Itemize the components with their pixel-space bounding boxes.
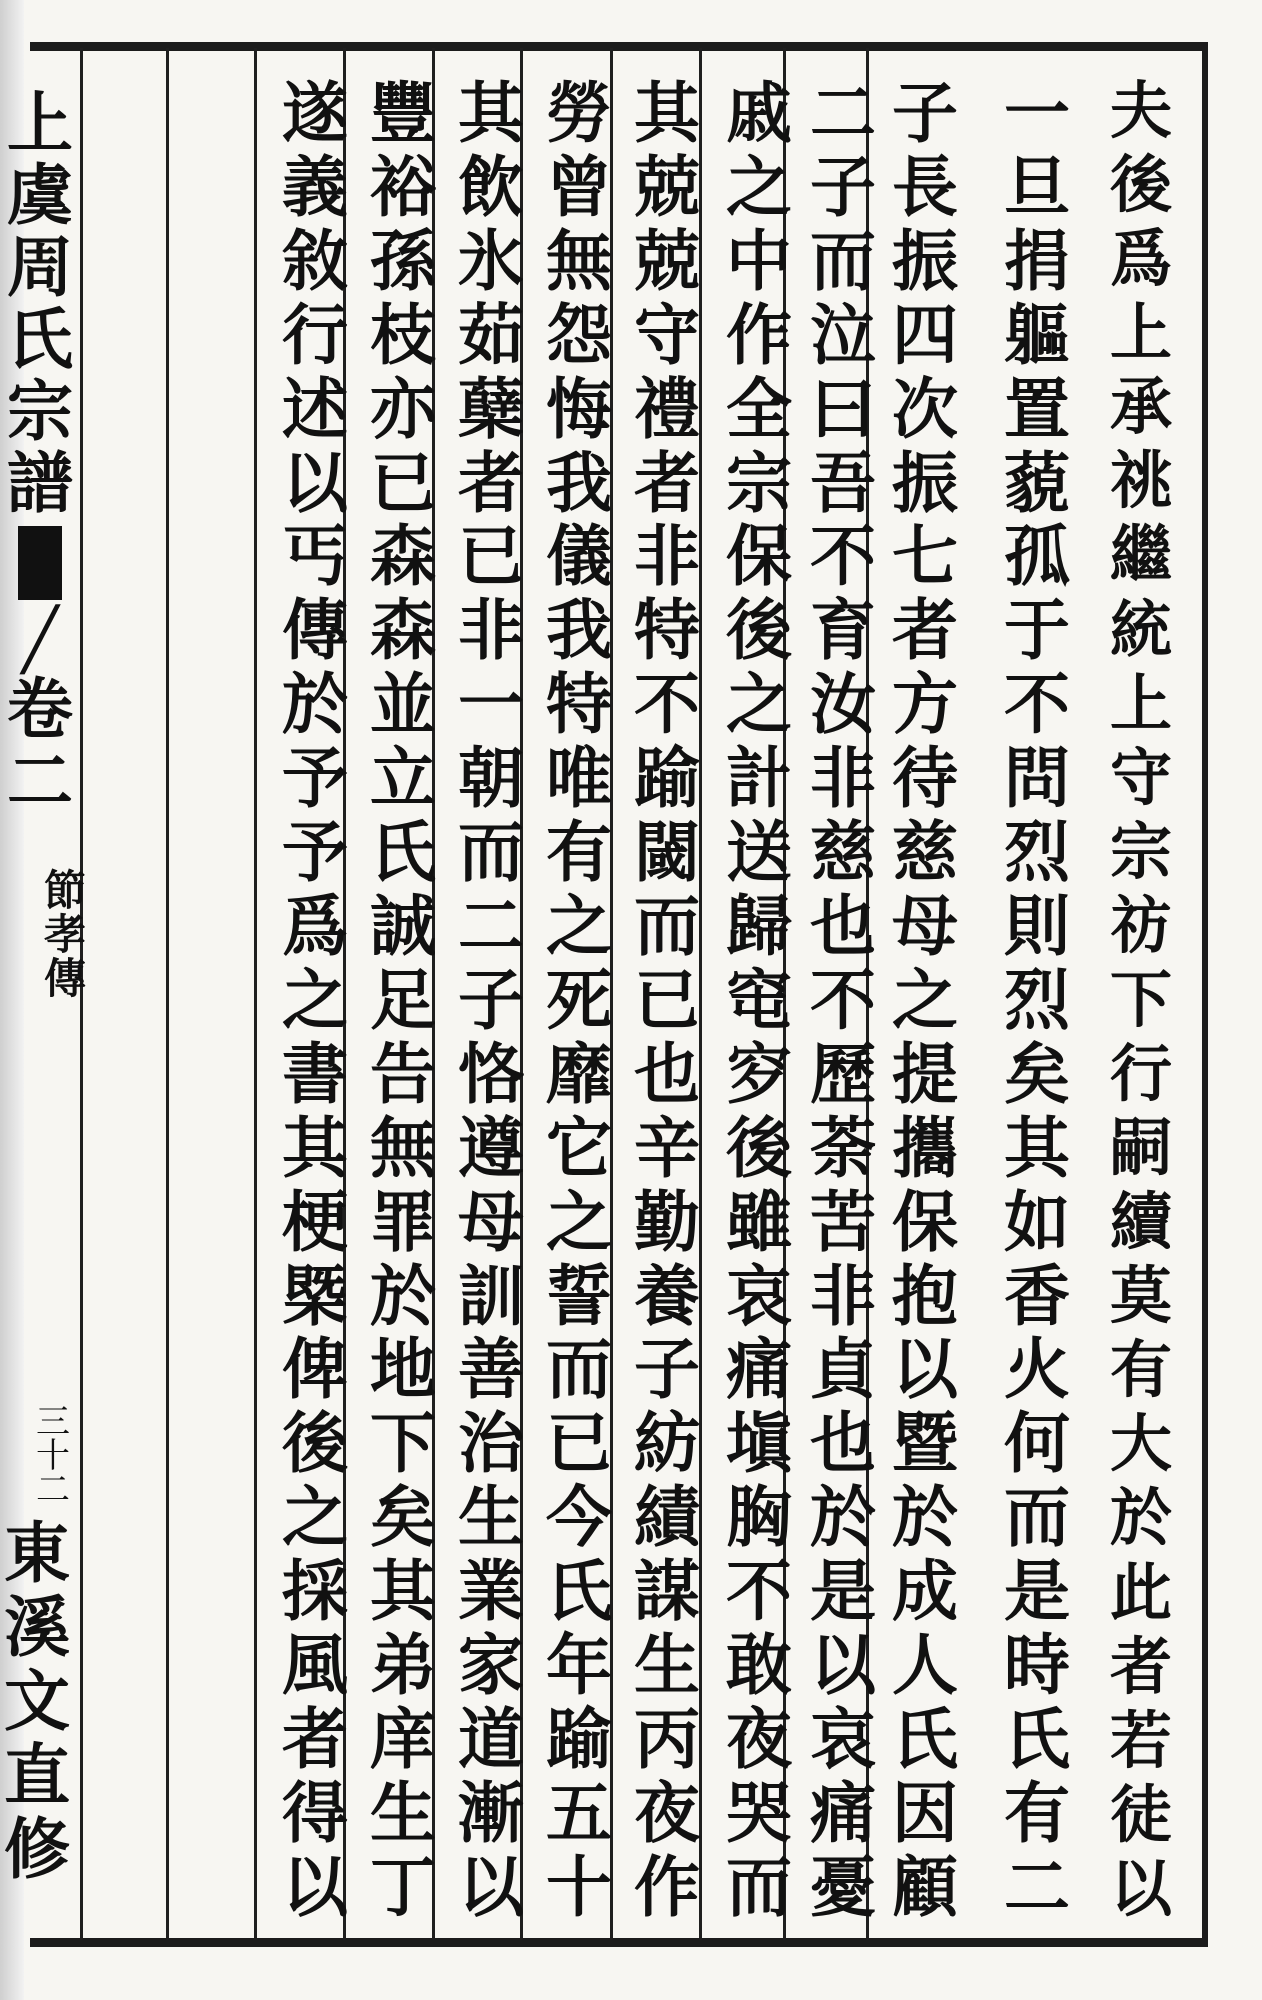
- text-char: 治: [458, 1404, 524, 1483]
- text-char: 之: [546, 1182, 612, 1261]
- text-column: [706, 74, 812, 1926]
- text-char: 善: [458, 1330, 524, 1409]
- text-char: 夜: [726, 1699, 792, 1778]
- text-char: 是: [810, 1552, 876, 1631]
- text-char: 今: [546, 1478, 612, 1557]
- text-char: 藐: [1004, 443, 1070, 522]
- text-char: 香: [1004, 1256, 1070, 1335]
- text-char: 方: [892, 665, 958, 744]
- text-char: 森: [370, 517, 436, 596]
- text-char: 生: [370, 1773, 436, 1852]
- text-char: 地: [370, 1330, 436, 1409]
- text-char: 已: [458, 517, 524, 596]
- text-char: 勤: [634, 1182, 700, 1261]
- text-char: 庠: [370, 1699, 436, 1778]
- text-char: 氏: [1004, 1699, 1070, 1778]
- text-char: 則: [1004, 886, 1070, 965]
- text-char: 謀: [634, 1552, 700, 1631]
- text-char: 敢: [726, 1626, 792, 1705]
- text-char: 生: [458, 1478, 524, 1557]
- text-char: 承: [1109, 370, 1172, 444]
- text-char: 已: [370, 443, 436, 522]
- text-char: 曰: [810, 369, 876, 448]
- text-char: 非: [634, 517, 700, 596]
- text-char: 一: [458, 665, 524, 744]
- text-char: 靡: [546, 1034, 612, 1113]
- text-char: 歷: [810, 1034, 876, 1113]
- text-char: 窀: [726, 960, 792, 1039]
- text-char: 孤: [1004, 517, 1070, 596]
- text-char: 痛: [726, 1330, 792, 1409]
- text-char: 長: [892, 147, 958, 226]
- text-char: 踰: [634, 739, 700, 818]
- text-char: 無: [370, 1108, 436, 1187]
- text-char: 于: [1004, 591, 1070, 670]
- text-char: 人: [892, 1626, 958, 1705]
- text-char: 特: [546, 665, 612, 744]
- text-char: 無: [546, 221, 612, 300]
- text-char: 也: [634, 1034, 700, 1113]
- text-char: 踰: [546, 1699, 612, 1778]
- text-char: 哀: [810, 1699, 876, 1778]
- text-char: 年: [546, 1626, 612, 1705]
- text-char: 者: [634, 443, 700, 522]
- text-char: 罪: [370, 1182, 436, 1261]
- text-char: 次: [892, 369, 958, 448]
- text-char: 枝: [370, 295, 436, 374]
- text-char: 中: [726, 221, 792, 300]
- text-char: 書: [282, 1034, 348, 1113]
- text-char: 繼: [1109, 518, 1172, 592]
- text-char: 而: [810, 221, 876, 300]
- text-char: 誓: [546, 1256, 612, 1335]
- text-char: 朝: [458, 739, 524, 818]
- text-char: 後: [282, 1404, 348, 1483]
- text-char: 嗣: [1109, 1111, 1172, 1185]
- text-char: 若: [1109, 1703, 1172, 1777]
- volume-char: 卷: [7, 670, 73, 748]
- text-char: 其: [370, 1552, 436, 1631]
- text-char: 振: [892, 221, 958, 300]
- text-char: 慈: [810, 813, 876, 892]
- text-column: [984, 74, 1090, 1926]
- text-char: 有: [546, 813, 612, 892]
- text-char: 行: [1109, 1037, 1172, 1111]
- text-char: 者: [892, 591, 958, 670]
- text-char: 作: [726, 295, 792, 374]
- text-char: 胸: [726, 1478, 792, 1557]
- text-char: 爲: [1109, 222, 1172, 296]
- text-char: 足: [370, 960, 436, 1039]
- title-char: 宗: [7, 372, 73, 450]
- text-char: 捐: [1004, 221, 1070, 300]
- text-char: 一: [1004, 74, 1070, 152]
- text-char: 後: [1109, 148, 1172, 222]
- hall-char: 東: [4, 1514, 70, 1592]
- text-char: 森: [370, 591, 436, 670]
- text-char: 下: [1109, 962, 1172, 1036]
- fishtail-divider: ╱: [21, 605, 59, 675]
- text-char: 得: [282, 1773, 348, 1852]
- text-char: 痛: [810, 1773, 876, 1852]
- text-char: 子: [634, 1330, 700, 1409]
- text-char: 裕: [370, 147, 436, 226]
- text-char: 烈: [1004, 813, 1070, 892]
- text-char: 告: [370, 1034, 436, 1113]
- text-char: 其: [282, 1108, 348, 1187]
- text-char: 不: [1004, 665, 1070, 744]
- text-char: 績: [634, 1478, 700, 1557]
- title-char: 氏: [7, 300, 73, 378]
- book-title: [2, 84, 78, 820]
- page-number-char: 三: [36, 1402, 70, 1442]
- text-char: 二: [458, 886, 524, 965]
- text-char: 子: [892, 74, 958, 152]
- text-char: 遂: [282, 74, 348, 152]
- text-char: 戚: [726, 74, 792, 152]
- text-char: 我: [546, 443, 612, 522]
- text-char: 歸: [726, 886, 792, 965]
- text-char: 特: [634, 591, 700, 670]
- text-char: 而: [634, 886, 700, 965]
- page-number-char: 十: [36, 1436, 70, 1476]
- text-char: 是: [1004, 1552, 1070, 1631]
- text-char: 弟: [370, 1626, 436, 1705]
- text-char: 茹: [458, 295, 524, 374]
- text-char: 哭: [726, 1773, 792, 1852]
- text-char: 以: [458, 1847, 524, 1926]
- text-char: 而: [546, 1330, 612, 1409]
- text-char: 唯: [546, 739, 612, 818]
- hall-char: 修: [4, 1810, 70, 1888]
- text-char: 宗: [1109, 814, 1172, 888]
- text-char: 死: [546, 960, 612, 1039]
- text-char: 於: [370, 1256, 436, 1335]
- text-char: 四: [892, 295, 958, 374]
- hall-char: 直: [4, 1736, 70, 1814]
- text-char: 採: [282, 1552, 348, 1631]
- hall-name: [4, 1514, 70, 1888]
- text-char: 閾: [634, 813, 700, 892]
- section-title: [44, 866, 87, 1003]
- text-char: 非: [810, 1256, 876, 1335]
- text-char: 抱: [892, 1256, 958, 1335]
- text-char: 曾: [546, 147, 612, 226]
- text-char: 計: [726, 739, 792, 818]
- text-char: 不: [810, 960, 876, 1039]
- text-char: 火: [1004, 1330, 1070, 1409]
- text-char: 家: [458, 1626, 524, 1705]
- text-char: 予: [282, 813, 348, 892]
- text-char: 母: [892, 886, 958, 965]
- text-char: 禮: [634, 369, 700, 448]
- text-column: [1088, 74, 1194, 1925]
- text-char: 何: [1004, 1404, 1070, 1483]
- text-char: 其: [458, 74, 524, 152]
- text-char: 紡: [634, 1404, 700, 1483]
- text-char: 顧: [892, 1847, 958, 1926]
- section-char: 節: [44, 866, 87, 915]
- text-char: 兢: [634, 221, 700, 300]
- text-char: 丙: [634, 1699, 700, 1778]
- text-char: 爲: [282, 886, 348, 965]
- text-char: 二: [810, 74, 876, 152]
- text-char: 置: [1004, 369, 1070, 448]
- text-char: 雖: [726, 1182, 792, 1261]
- page-number: [36, 1402, 70, 1510]
- text-char: 母: [458, 1182, 524, 1261]
- text-char: 於: [810, 1478, 876, 1557]
- text-char: 以: [282, 443, 348, 522]
- text-char: 提: [892, 1034, 958, 1113]
- text-char: 而: [1004, 1478, 1070, 1557]
- text-char: 以: [810, 1626, 876, 1705]
- column-rule: [166, 48, 169, 1940]
- text-char: 於: [282, 665, 348, 744]
- text-char: 孫: [370, 221, 436, 300]
- text-char: 祊: [1109, 888, 1172, 962]
- text-char: 汝: [810, 665, 876, 744]
- text-char: 十: [546, 1847, 612, 1926]
- text-char: 守: [634, 295, 700, 374]
- text-char: 待: [892, 739, 958, 818]
- text-char: 梗: [282, 1182, 348, 1261]
- text-char: 矣: [1004, 1034, 1070, 1113]
- text-char: 荼: [810, 1108, 876, 1187]
- text-char: 怨: [546, 295, 612, 374]
- text-char: 大: [1109, 1407, 1172, 1481]
- text-char: 徒: [1109, 1777, 1172, 1851]
- text-char: 豐: [370, 74, 436, 152]
- text-char: 後: [726, 591, 792, 670]
- text-char: 下: [370, 1404, 436, 1483]
- fishtail-mark: [18, 526, 62, 600]
- text-char: 不: [634, 665, 700, 744]
- text-char: 它: [546, 1108, 612, 1187]
- text-char: 於: [892, 1478, 958, 1557]
- text-char: 攜: [892, 1108, 958, 1187]
- text-char: 恪: [458, 1034, 524, 1113]
- text-char: 有: [1109, 1333, 1172, 1407]
- text-char: 之: [726, 665, 792, 744]
- text-char: 塡: [726, 1404, 792, 1483]
- text-char: 二: [1004, 1847, 1070, 1926]
- title-char: 上: [7, 84, 73, 162]
- text-char: 而: [458, 813, 524, 892]
- text-char: 全: [726, 369, 792, 448]
- text-char: 氏: [546, 1552, 612, 1631]
- book-margin-column: [0, 60, 87, 1930]
- text-char: 如: [1004, 1182, 1070, 1261]
- text-char: 保: [892, 1182, 958, 1261]
- text-char: 遵: [458, 1108, 524, 1187]
- text-char: 上: [1109, 296, 1172, 370]
- text-char: 槩: [282, 1256, 348, 1335]
- text-char: 問: [1004, 739, 1070, 818]
- text-char: 守: [1109, 740, 1172, 814]
- text-char: 保: [726, 517, 792, 596]
- text-char: 不: [726, 1552, 792, 1631]
- text-char: 時: [1004, 1626, 1070, 1705]
- text-char: 以: [892, 1330, 958, 1409]
- text-char: 兢: [634, 147, 700, 226]
- text-char: 也: [810, 886, 876, 965]
- title-char: 虞: [7, 156, 73, 234]
- section-char: 孝: [44, 910, 87, 959]
- text-char: 續: [1109, 1185, 1172, 1259]
- text-char: 氏: [370, 813, 436, 892]
- page-number-char: 二: [36, 1470, 70, 1510]
- text-char: 生: [634, 1626, 700, 1705]
- text-char: 振: [892, 443, 958, 522]
- text-char: 五: [546, 1773, 612, 1852]
- text-char: 氷: [458, 221, 524, 300]
- text-char: 後: [726, 1108, 792, 1187]
- column-rule: [254, 48, 257, 1940]
- text-char: 以: [1109, 1851, 1172, 1925]
- text-char: 者: [1109, 1629, 1172, 1703]
- text-char: 此: [1109, 1555, 1172, 1629]
- text-char: 丁: [370, 1847, 436, 1926]
- text-char: 軀: [1004, 295, 1070, 374]
- text-char: 而: [726, 1847, 792, 1926]
- text-char: 有: [1004, 1773, 1070, 1852]
- text-char: 矣: [370, 1478, 436, 1557]
- text-char: 勞: [546, 74, 612, 152]
- text-char: 已: [634, 960, 700, 1039]
- text-char: 之: [892, 960, 958, 1039]
- text-char: 莫: [1109, 1259, 1172, 1333]
- text-char: 飲: [458, 147, 524, 226]
- text-char: 行: [282, 295, 348, 374]
- text-column: [262, 74, 368, 1926]
- text-char: 烈: [1004, 960, 1070, 1039]
- text-char: 風: [282, 1626, 348, 1705]
- text-char: 俾: [282, 1330, 348, 1409]
- hall-char: 溪: [4, 1588, 70, 1666]
- text-char: 非: [458, 591, 524, 670]
- title-char: 譜: [7, 444, 73, 522]
- text-char: 其: [634, 74, 700, 152]
- text-char: 述: [282, 369, 348, 448]
- text-char: 慈: [892, 813, 958, 892]
- text-char: 之: [282, 1478, 348, 1557]
- text-char: 誠: [370, 886, 436, 965]
- text-char: 育: [810, 591, 876, 670]
- text-char: 辛: [634, 1108, 700, 1187]
- text-char: 泣: [810, 295, 876, 374]
- text-char: 送: [726, 813, 792, 892]
- text-char: 哀: [726, 1256, 792, 1335]
- text-char: 非: [810, 739, 876, 818]
- text-char: 子: [458, 960, 524, 1039]
- text-char: 業: [458, 1552, 524, 1631]
- text-char: 敘: [282, 221, 348, 300]
- text-char: 作: [634, 1847, 700, 1926]
- text-char: 苦: [810, 1182, 876, 1261]
- text-char: 暨: [892, 1404, 958, 1483]
- text-char: 貞: [810, 1330, 876, 1409]
- text-char: 吾: [810, 443, 876, 522]
- text-char: 義: [282, 147, 348, 226]
- text-char: 亦: [370, 369, 436, 448]
- text-char: 予: [282, 739, 348, 818]
- text-char: 養: [634, 1256, 700, 1335]
- section-char: 傳: [44, 954, 87, 1003]
- text-char: 以: [282, 1847, 348, 1926]
- text-char: 之: [546, 886, 612, 965]
- hall-char: 文: [4, 1662, 70, 1740]
- text-char: 憂: [810, 1847, 876, 1926]
- text-char: 傳: [282, 591, 348, 670]
- text-char: 氏: [892, 1699, 958, 1778]
- text-char: 者: [458, 443, 524, 522]
- text-char: 之: [282, 960, 348, 1039]
- volume-char: 二: [7, 742, 73, 820]
- text-char: 不: [810, 517, 876, 596]
- text-char: 上: [1109, 666, 1172, 740]
- text-char: 立: [370, 739, 436, 818]
- text-char: 道: [458, 1699, 524, 1778]
- text-char: 並: [370, 665, 436, 744]
- text-char: 祧: [1109, 444, 1172, 518]
- text-char: 夫: [1109, 74, 1172, 147]
- text-char: 其: [1004, 1108, 1070, 1187]
- text-char: 宗: [726, 443, 792, 522]
- text-char: 漸: [458, 1773, 524, 1852]
- text-char: 我: [546, 591, 612, 670]
- text-char: 丐: [282, 517, 348, 596]
- text-char: 悔: [546, 369, 612, 448]
- text-char: 旦: [1004, 147, 1070, 226]
- text-char: 子: [810, 147, 876, 226]
- text-char: 七: [892, 517, 958, 596]
- title-char: 周: [7, 228, 73, 306]
- text-char: 成: [892, 1552, 958, 1631]
- text-char: 者: [282, 1699, 348, 1778]
- text-char: 夜: [634, 1773, 700, 1852]
- text-char: 因: [892, 1773, 958, 1852]
- text-char: 之: [726, 147, 792, 226]
- text-char: 已: [546, 1404, 612, 1483]
- text-char: 也: [810, 1404, 876, 1483]
- text-char: 統: [1109, 592, 1172, 666]
- text-char: 於: [1109, 1481, 1172, 1555]
- text-char: 穸: [726, 1034, 792, 1113]
- text-char: 蘖: [458, 369, 524, 448]
- text-char: 儀: [546, 517, 612, 596]
- text-char: 訓: [458, 1256, 524, 1335]
